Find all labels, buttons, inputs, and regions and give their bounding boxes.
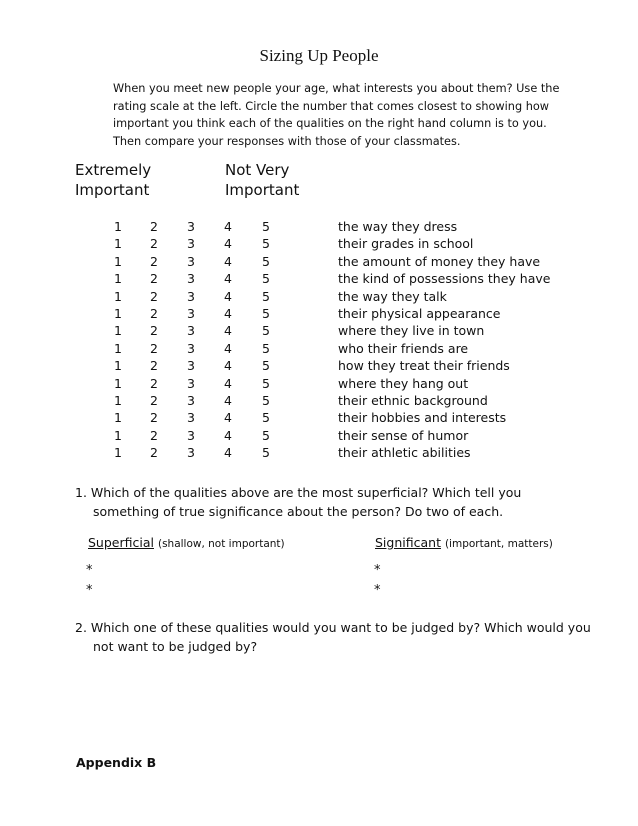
rating-number-3[interactable]: 3 (187, 323, 195, 339)
superficial-label: Superficial (88, 535, 154, 550)
rating-number-5[interactable]: 5 (262, 323, 270, 339)
rating-number-3[interactable]: 3 (187, 427, 195, 443)
rating-table (0, 219, 638, 462)
rating-number-4[interactable]: 4 (224, 392, 232, 408)
rating-number-1[interactable]: 1 (114, 253, 122, 269)
rating-row (0, 323, 638, 340)
significant-label: Significant (375, 535, 441, 550)
significant-answer-bullet-1: * (374, 563, 381, 578)
rating-number-2[interactable]: 2 (150, 375, 158, 391)
rating-number-2[interactable]: 2 (150, 323, 158, 339)
rating-number-3[interactable]: 3 (187, 271, 195, 287)
rating-number-4[interactable]: 4 (224, 288, 232, 304)
quality-label: their physical appearance (338, 305, 501, 321)
rating-number-3[interactable]: 3 (187, 410, 195, 426)
superficial-note: (shallow, not important) (157, 538, 285, 550)
rating-number-1[interactable]: 1 (114, 358, 122, 374)
rating-number-1[interactable]: 1 (114, 271, 122, 287)
quality-label: where they live in town (338, 323, 485, 339)
rating-row (0, 306, 638, 323)
question-2: 2. Which one of these qualities would you want to be judged by? Which would you not want to be judged by? (75, 620, 591, 654)
rating-number-3[interactable]: 3 (187, 445, 195, 461)
rating-number-3[interactable]: 3 (187, 288, 195, 304)
rating-number-2[interactable]: 2 (150, 340, 158, 356)
rating-number-5[interactable]: 5 (262, 375, 270, 391)
appendix-label: Appendix B (76, 755, 157, 770)
rating-number-5[interactable]: 5 (262, 445, 270, 461)
superficial-heading (88, 535, 285, 550)
rating-number-4[interactable]: 4 (224, 271, 232, 287)
rating-number-1[interactable]: 1 (114, 410, 122, 426)
rating-number-2[interactable]: 2 (150, 358, 158, 374)
rating-number-3[interactable]: 3 (187, 253, 195, 269)
rating-number-3[interactable]: 3 (187, 305, 195, 321)
rating-number-4[interactable]: 4 (224, 236, 232, 252)
rating-number-4[interactable]: 4 (224, 253, 232, 269)
rating-number-1[interactable]: 1 (114, 340, 122, 356)
rating-number-1[interactable]: 1 (114, 375, 122, 391)
intro-line: Then compare your responses with those of your classmates. (113, 134, 461, 148)
rating-number-4[interactable]: 4 (224, 323, 232, 339)
scale-label-extremely-important: Extremely Important (75, 161, 152, 199)
quality-label: their sense of humor (338, 427, 469, 443)
quality-label: where they hang out (338, 375, 469, 391)
superficial-answer-bullet-1: * (86, 563, 93, 578)
rating-number-3[interactable]: 3 (187, 375, 195, 391)
rating-number-5[interactable]: 5 (262, 410, 270, 426)
significant-heading (375, 535, 553, 550)
rating-number-3[interactable]: 3 (187, 358, 195, 374)
rating-number-5[interactable]: 5 (262, 236, 270, 252)
rating-number-1[interactable]: 1 (114, 288, 122, 304)
significant-note: (important, matters) (444, 538, 553, 550)
rating-number-1[interactable]: 1 (114, 392, 122, 408)
quality-label: the way they talk (338, 288, 447, 304)
rating-number-2[interactable]: 2 (150, 445, 158, 461)
rating-number-5[interactable]: 5 (262, 288, 270, 304)
rating-row (0, 236, 638, 253)
rating-row (0, 219, 638, 236)
rating-number-5[interactable]: 5 (262, 358, 270, 374)
rating-row (0, 376, 638, 393)
rating-row (0, 341, 638, 358)
intro-paragraph (113, 80, 560, 150)
rating-number-5[interactable]: 5 (262, 340, 270, 356)
rating-number-1[interactable]: 1 (114, 219, 122, 234)
quality-label: their hobbies and interests (338, 410, 507, 426)
rating-number-4[interactable]: 4 (224, 340, 232, 356)
rating-row (0, 254, 638, 271)
rating-number-1[interactable]: 1 (114, 236, 122, 252)
rating-number-3[interactable]: 3 (187, 236, 195, 252)
quality-label: the amount of money they have (338, 253, 541, 269)
rating-row (0, 445, 638, 462)
superficial-answer-bullet-2: * (86, 583, 93, 598)
scale-label-not-very-important: Not Very Important (225, 161, 300, 199)
intro-line: important you think each of the qualities on the right hand column is to you. (113, 117, 547, 130)
question-1: 1. Which of the qualities above are the most superficial? Which tell you something of true significance about the person? Do two of each. (75, 485, 522, 519)
quality-label: their grades in school (338, 236, 474, 252)
rating-number-2[interactable]: 2 (150, 305, 158, 321)
rating-number-5[interactable]: 5 (262, 219, 270, 234)
rating-number-4[interactable]: 4 (224, 358, 232, 374)
rating-number-4[interactable]: 4 (224, 445, 232, 461)
rating-number-1[interactable]: 1 (114, 445, 122, 461)
rating-number-3[interactable]: 3 (187, 392, 195, 408)
rating-number-4[interactable]: 4 (224, 375, 232, 391)
rating-number-4[interactable]: 4 (224, 410, 232, 426)
rating-number-2[interactable]: 2 (150, 427, 158, 443)
rating-row (0, 393, 638, 410)
rating-number-2[interactable]: 2 (150, 219, 158, 234)
page-title: Sizing Up People (259, 46, 379, 65)
quality-label: the kind of possessions they have (338, 271, 551, 287)
quality-label: the way they dress (338, 219, 458, 234)
rating-number-2[interactable]: 2 (150, 253, 158, 269)
rating-number-4[interactable]: 4 (224, 219, 232, 234)
rating-number-2[interactable]: 2 (150, 410, 158, 426)
rating-number-2[interactable]: 2 (150, 271, 158, 287)
rating-number-3[interactable]: 3 (187, 340, 195, 356)
quality-label: how they treat their friends (338, 358, 510, 374)
quality-label: who their friends are (338, 340, 469, 356)
rating-row (0, 358, 638, 375)
rating-row (0, 289, 638, 306)
quality-label: their athletic abilities (338, 445, 471, 461)
rating-number-4[interactable]: 4 (224, 427, 232, 443)
rating-number-1[interactable]: 1 (114, 305, 122, 321)
rating-row (0, 271, 638, 288)
quality-label: their ethnic background (338, 392, 488, 408)
rating-number-3[interactable]: 3 (187, 219, 195, 234)
rating-number-5[interactable]: 5 (262, 392, 270, 408)
rating-number-4[interactable]: 4 (224, 305, 232, 321)
rating-number-2[interactable]: 2 (150, 392, 158, 408)
rating-number-5[interactable]: 5 (262, 427, 270, 443)
rating-number-5[interactable]: 5 (262, 253, 270, 269)
rating-number-2[interactable]: 2 (150, 236, 158, 252)
significant-answer-bullet-2: * (374, 583, 381, 598)
intro-line: When you meet new people your age, what interests you about them? Use the (113, 82, 560, 95)
intro-line: rating scale at the left. Circle the number that comes closest to showing how (113, 99, 550, 113)
rating-number-2[interactable]: 2 (150, 288, 158, 304)
rating-number-1[interactable]: 1 (114, 323, 122, 339)
rating-number-1[interactable]: 1 (114, 427, 122, 443)
rating-number-5[interactable]: 5 (262, 305, 270, 321)
rating-number-5[interactable]: 5 (262, 271, 270, 287)
rating-row (0, 410, 638, 427)
rating-row (0, 428, 638, 445)
